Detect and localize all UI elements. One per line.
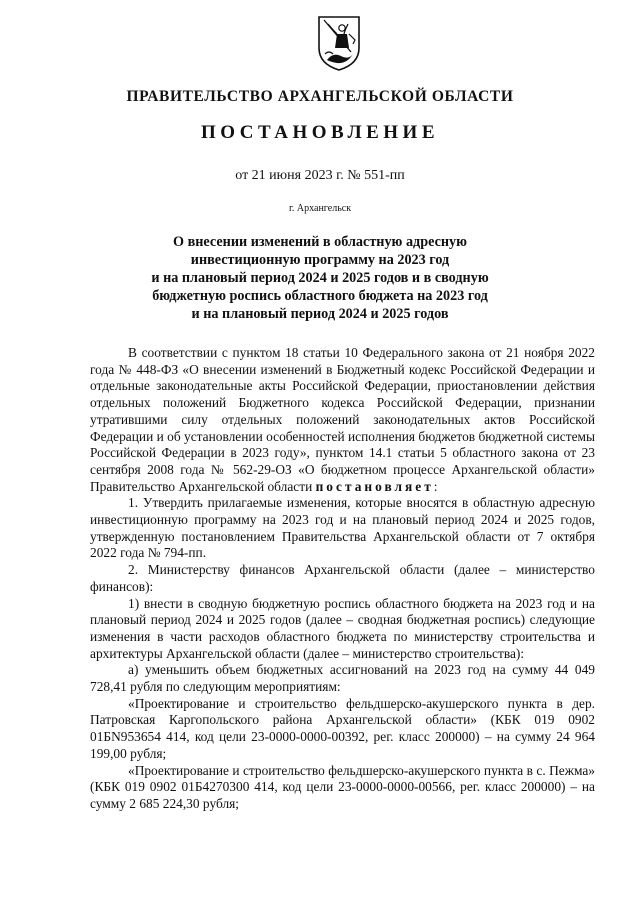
resolution-verb: постановляет [315, 478, 434, 494]
document-type: ПОСТАНОВЛЕНИЕ [200, 122, 440, 143]
coat-of-arms-emblem [315, 14, 363, 72]
title-line: инвестиционную программу на 2023 год [190, 252, 450, 268]
organization-name: ПРАВИТЕЛЬСТВО АРХАНГЕЛЬСКОЙ ОБЛАСТИ [126, 88, 514, 105]
preamble-text: В соответствии с пунктом 18 статьи 10 Федерального закона от 21 ноября 2022 года № 448-ФЗ «О внесении изменений в Бюджетный кодекс Российской Федерации и отдельные законодательные акты Российской Федерации, приостановлении действия отдельных положений Бюджетного кодекса Российской Федерации, признании утратившими силу отдельных положений законодательных актов Российской Федерации и об установлении особенностей исполнения бюджетов бюджетной системы Российской Федерации в 2023 году», пунктом 14.1 статьи 5 областного закона от 23 сентября 2008 года № 562-29-ОЗ «О бюджетном процессе Архангельской области» Правительство Архангельской области [90, 345, 595, 494]
document-city: г. Архангельск [288, 203, 352, 214]
preamble-colon: : [433, 478, 438, 494]
document-body [90, 345, 595, 813]
body-paragraph: 1) внести в сводную бюджетную роспись областного бюджета на 2023 год и на плановый период 2024 и 2025 годов (далее – сводная бюджетная роспись) следующие изменения в части расходов областного бюджета по министерству строительства и архитектуры Архангельской области (далее – министерство строительства): [90, 595, 595, 661]
body-paragraph: «Проектирование и строительство фельдшерско-акушерского пункта в с. Пежма» (КБК 019 0902 01Б4270300 414, код цели 23-0000-0000-00566, рег. класс 200000) – на сумму 2 685 224,30 рубля; [90, 762, 595, 811]
body-paragraph: «Проектирование и строительство фельдшерско-акушерского пункта в дер. Патровская Каргопольского района Архангельской области» (КБК 019 0902 01БN953654 414, код цели 23-0000-0000-00392, рег. класс 200000) – на сумму 24 964 199,00 рубля; [90, 695, 595, 761]
document-title [0, 233, 640, 323]
body-paragraph: 1. Утвердить прилагаемые изменения, которые вносятся в областную адресную инвестиционную программу на 2023 год и на плановый период 2024 и 2025 годов, утвержденную постановлением Правительства Архангельской области от 7 октября 2022 года № 794-пп. [90, 495, 595, 561]
title-line: и на плановый период 2024 и 2025 годов и в сводную [151, 270, 489, 286]
title-line: О внесении изменений в областную адресную [173, 234, 467, 250]
document-date-number: от 21 июня 2023 г. № 551-пп [235, 168, 405, 183]
body-paragraph: а) уменьшить объем бюджетных ассигнований на 2023 год на сумму 44 049 728,41 рубля по следующим мероприятиям: [90, 662, 595, 695]
title-line: и на плановый период 2024 и 2025 годов [191, 306, 449, 322]
title-line: бюджетную роспись областного бюджета на 2023 год [152, 288, 488, 304]
body-paragraph: 2. Министерству финансов Архангельской области (далее – министерство финансов): [90, 562, 595, 594]
body-paragraph [90, 345, 595, 495]
